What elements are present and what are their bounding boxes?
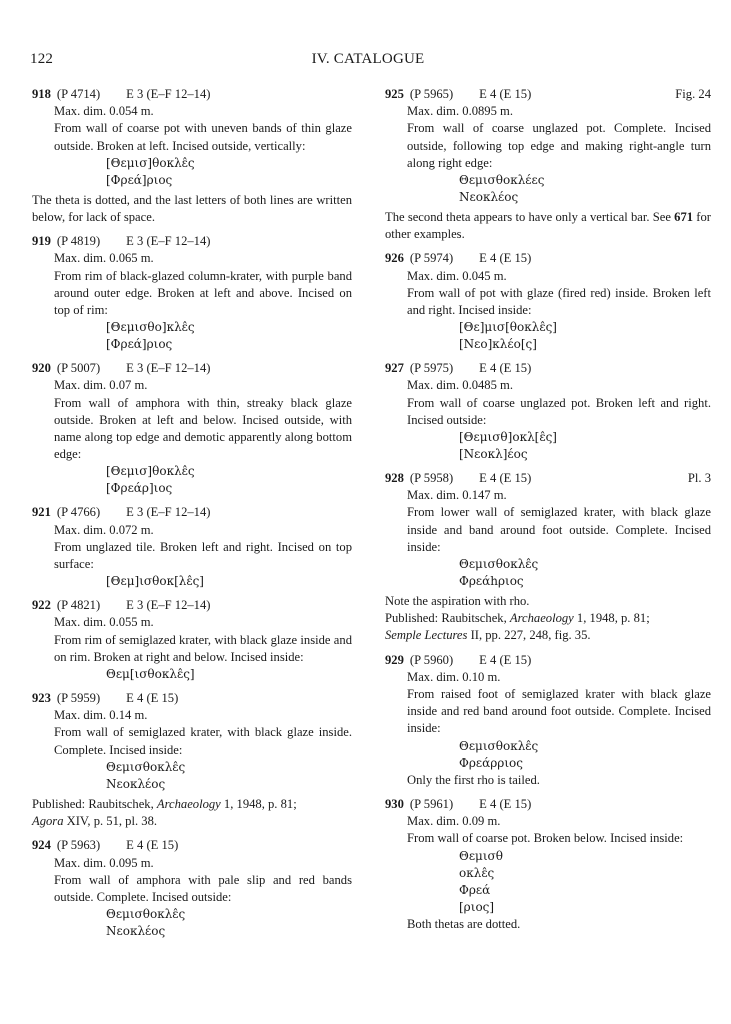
description: From rim of black-glazed column-krater, with purple band around outer edge. Broken at left and above. Incised on top of rim: — [54, 268, 352, 318]
inscription-line: [Φρεά]ριος — [106, 337, 173, 352]
figure-reference: Fig. 24 — [675, 87, 711, 101]
deposit: E 3 (E–F 12–14) — [126, 87, 211, 101]
inscription-line: [Θε]μισ[θοκλε̂ς] — [459, 320, 557, 335]
catalogue-entry — [385, 86, 711, 243]
description: From wall of pot with glaze (fired red) inside. Broken left and right. Incised inside: — [407, 285, 711, 318]
entry-number: 927 — [385, 361, 404, 376]
inscription-line: [Θεμ]ισθοκ[λε̂ς] — [106, 574, 204, 589]
inscription-line: [Θεμισθ]οκλ[ε̂ς] — [459, 430, 557, 445]
catalogue-entry — [32, 86, 352, 226]
description: From lower wall of semiglazed krater, with black glaze inside and band around foot outside. Complete. Incised inside: — [407, 505, 711, 554]
page-header — [30, 51, 706, 71]
entry-body — [385, 377, 711, 463]
catalogue-entry — [32, 504, 352, 590]
inventory-number: (P 4766) — [56, 505, 101, 520]
dimension: Max. dim. 0.0485 m. — [407, 378, 513, 393]
inscription-line: Θεμισθοκλε̂ς — [106, 759, 186, 774]
inscription-line: [Νεοκλ]έος — [459, 447, 528, 462]
inscription-line: Θεμισθοκλε̂ς — [459, 738, 539, 753]
inventory-number: (P 5975) — [409, 361, 454, 376]
entry-number: 930 — [385, 796, 404, 811]
entry-body — [385, 487, 711, 590]
inventory-number: (P 4714) — [56, 87, 101, 101]
deposit: E 4 (E 15) — [479, 471, 532, 486]
entry-note: The second theta appears to have only a vertical bar. See 671 for other examples. — [385, 210, 711, 242]
right-column — [385, 86, 711, 940]
entry-body — [32, 522, 352, 591]
entry-body — [32, 707, 352, 793]
inventory-number: (P 5974) — [409, 251, 454, 266]
inscription-line: Νεοκλέος — [459, 190, 519, 205]
inventory-number: (P 5963) — [56, 838, 101, 853]
entry-number: 920 — [32, 361, 51, 376]
inscription-line: Θεμισθοκλε̂ς — [106, 907, 186, 922]
description: From raised foot of semiglazed krater with black glaze inside and red band around foot outside. Complete. Incised inside: — [407, 687, 711, 736]
entry-note: Only the first rho is tailed. — [407, 772, 540, 787]
dimension: Max. dim. 0.10 m. — [407, 669, 501, 684]
entry-heading — [385, 250, 711, 267]
description: From wall of semiglazed krater, with black glaze inside. Complete. Incised inside: — [54, 725, 352, 757]
dimension: Max. dim. 0.095 m. — [54, 855, 154, 870]
entry-number: 919 — [32, 234, 51, 249]
entry-heading — [32, 837, 352, 854]
deposit: E 3 (E–F 12–14) — [126, 234, 211, 249]
entry-heading — [32, 86, 352, 103]
dimension: Max. dim. 0.054 m. — [54, 104, 154, 119]
entry-body — [385, 669, 711, 789]
entry-number: 922 — [32, 598, 51, 613]
inscription-line: Φρεάhριος — [459, 574, 524, 589]
catalogue-entry — [385, 470, 711, 645]
description: From wall of coarse unglazed pot. Complete. Incised outside, following top edge and making right-angle turn along right edge: — [407, 121, 711, 170]
deposit: E 4 (E 15) — [126, 838, 179, 853]
entry-note: Note the aspiration with rho. — [385, 594, 530, 609]
description: From unglazed tile. Broken left and right. Incised on top surface: — [54, 539, 352, 572]
entry-note: Both thetas are dotted. — [407, 916, 521, 931]
entry-heading — [385, 470, 711, 487]
dimension: Max. dim. 0.065 m. — [54, 251, 154, 266]
entry-heading — [32, 690, 352, 707]
running-head: IV. CATALOGUE — [311, 51, 425, 67]
inventory-number: (P 5965) — [409, 87, 454, 101]
entry-number: 923 — [32, 691, 51, 706]
deposit: E 4 (E 15) — [479, 87, 532, 101]
dimension: Max. dim. 0.045 m. — [407, 268, 507, 283]
deposit: E 4 (E 15) — [479, 361, 532, 376]
dimension: Max. dim. 0.055 m. — [54, 615, 154, 630]
entry-heading — [32, 233, 352, 250]
description: From wall of amphora with thin, streaky black glaze outside. Broken at left and below. Incised outside, with name along top edge and demotic apparently along bottom edge: — [54, 395, 352, 462]
catalogue-entry — [385, 250, 711, 353]
left-column — [32, 86, 352, 947]
catalogue-entry — [32, 233, 352, 353]
entry-body — [32, 250, 352, 353]
inventory-number: (P 4819) — [56, 234, 101, 249]
inventory-number: (P 5958) — [409, 471, 454, 486]
inscription-line: Νεοκλέος — [106, 776, 166, 791]
catalogue-entry — [385, 360, 711, 463]
entry-heading — [32, 360, 352, 377]
catalogue-entry — [385, 796, 711, 933]
entry-heading — [385, 86, 711, 103]
entry-heading — [32, 504, 352, 521]
description: From wall of coarse pot with uneven bands of thin glaze outside. Broken at left. Incised outside, vertically: — [54, 121, 352, 153]
entry-body — [385, 268, 711, 354]
inventory-number: (P 5007) — [56, 361, 101, 376]
catalogue-entry — [32, 360, 352, 497]
inscription-line: Φρεά — [459, 882, 491, 897]
inscription-line: οκλε̂ς — [459, 865, 495, 880]
publication-reference: Published: Raubitschek, Archaeology 1, 1948, p. 81; Semple Lectures II, pp. 227, 248, fig. 35. — [385, 611, 650, 643]
inscription-line: [Θεμισθο]κλε̂ς — [106, 320, 195, 335]
description: From wall of coarse pot. Broken below. Incised inside: — [407, 831, 684, 846]
entry-body — [32, 377, 352, 497]
plate-reference: Pl. 3 — [687, 471, 711, 486]
deposit: E 4 (E 15) — [479, 251, 532, 266]
entry-number: 925 — [385, 87, 404, 101]
catalogue-entry — [32, 837, 352, 940]
entry-heading — [32, 597, 352, 614]
entry-heading — [385, 360, 711, 377]
inscription-line: [Νεο]κλέο[ς] — [459, 337, 537, 352]
inscription-line: [ριος] — [459, 899, 495, 914]
deposit: E 4 (E 15) — [479, 796, 532, 811]
dimension: Max. dim. 0.0895 m. — [407, 104, 513, 119]
inscription-line: Θεμισθ — [459, 848, 503, 863]
entry-body — [32, 855, 352, 941]
page-number: 122 — [30, 51, 54, 67]
inscription-line: [Θεμισ]θοκλε̂ς — [106, 464, 195, 479]
inscription-line: Θεμ[ισθοκλε̂ς] — [106, 667, 195, 682]
inscription-line: Θεμισθοκλέες — [459, 173, 545, 188]
entry-number: 929 — [385, 652, 404, 667]
deposit: E 3 (E–F 12–14) — [126, 505, 211, 520]
catalogue-entry — [32, 690, 352, 830]
inscription-line: [Φρεάρ]ιος — [106, 481, 173, 496]
deposit: E 3 (E–F 12–14) — [126, 361, 211, 376]
entry-body — [385, 103, 711, 206]
inventory-number: (P 4821) — [56, 598, 101, 613]
inscription-line: Θεμισθοκλε̂ς — [459, 557, 539, 572]
inventory-number: (P 5961) — [409, 796, 454, 811]
inscription-line: Νεοκλέος — [106, 924, 166, 939]
entry-note: The theta is dotted, and the last letters of both lines are written below, for lack of space. — [32, 192, 352, 225]
inventory-number: (P 5959) — [56, 691, 101, 706]
entry-number: 926 — [385, 251, 404, 266]
dimension: Max. dim. 0.07 m. — [54, 378, 148, 393]
inscription-line: [Φρεά]ριος — [106, 172, 173, 187]
entry-body — [385, 813, 711, 933]
description: From wall of coarse unglazed pot. Broken left and right. Incised outside: — [407, 395, 711, 427]
deposit: E 3 (E–F 12–14) — [126, 598, 211, 613]
entry-number: 918 — [32, 87, 51, 101]
entry-heading — [385, 652, 711, 669]
entry-heading — [385, 796, 711, 813]
inscription-line: [Θεμισ]θοκλε̂ς — [106, 155, 195, 170]
publication-reference: Published: Raubitschek, Archaeology 1, 1948, p. 81; Agora XIV, p. 51, pl. 38. — [32, 796, 297, 829]
entry-number: 928 — [385, 471, 404, 486]
catalogue-entry — [385, 652, 711, 789]
catalogue-entry — [32, 597, 352, 683]
dimension: Max. dim. 0.14 m. — [54, 708, 148, 723]
dimension: Max. dim. 0.147 m. — [407, 488, 507, 503]
cross-reference: 671 — [674, 210, 694, 225]
description: From wall of amphora with pale slip and red bands outside. Complete. Incised outside: — [54, 872, 352, 904]
deposit: E 4 (E 15) — [126, 691, 179, 706]
description: From rim of semiglazed krater, with black glaze inside and on rim. Broken at right and below. Incised inside: — [54, 632, 352, 664]
entry-body — [32, 614, 352, 683]
deposit: E 4 (E 15) — [479, 652, 532, 667]
inscription-line: Φρεάρριος — [459, 755, 523, 770]
dimension: Max. dim. 0.09 m. — [407, 814, 501, 829]
entry-body — [32, 103, 352, 189]
entry-number: 924 — [32, 838, 51, 853]
dimension: Max. dim. 0.072 m. — [54, 522, 154, 537]
inventory-number: (P 5960) — [409, 652, 454, 667]
entry-number: 921 — [32, 505, 51, 520]
